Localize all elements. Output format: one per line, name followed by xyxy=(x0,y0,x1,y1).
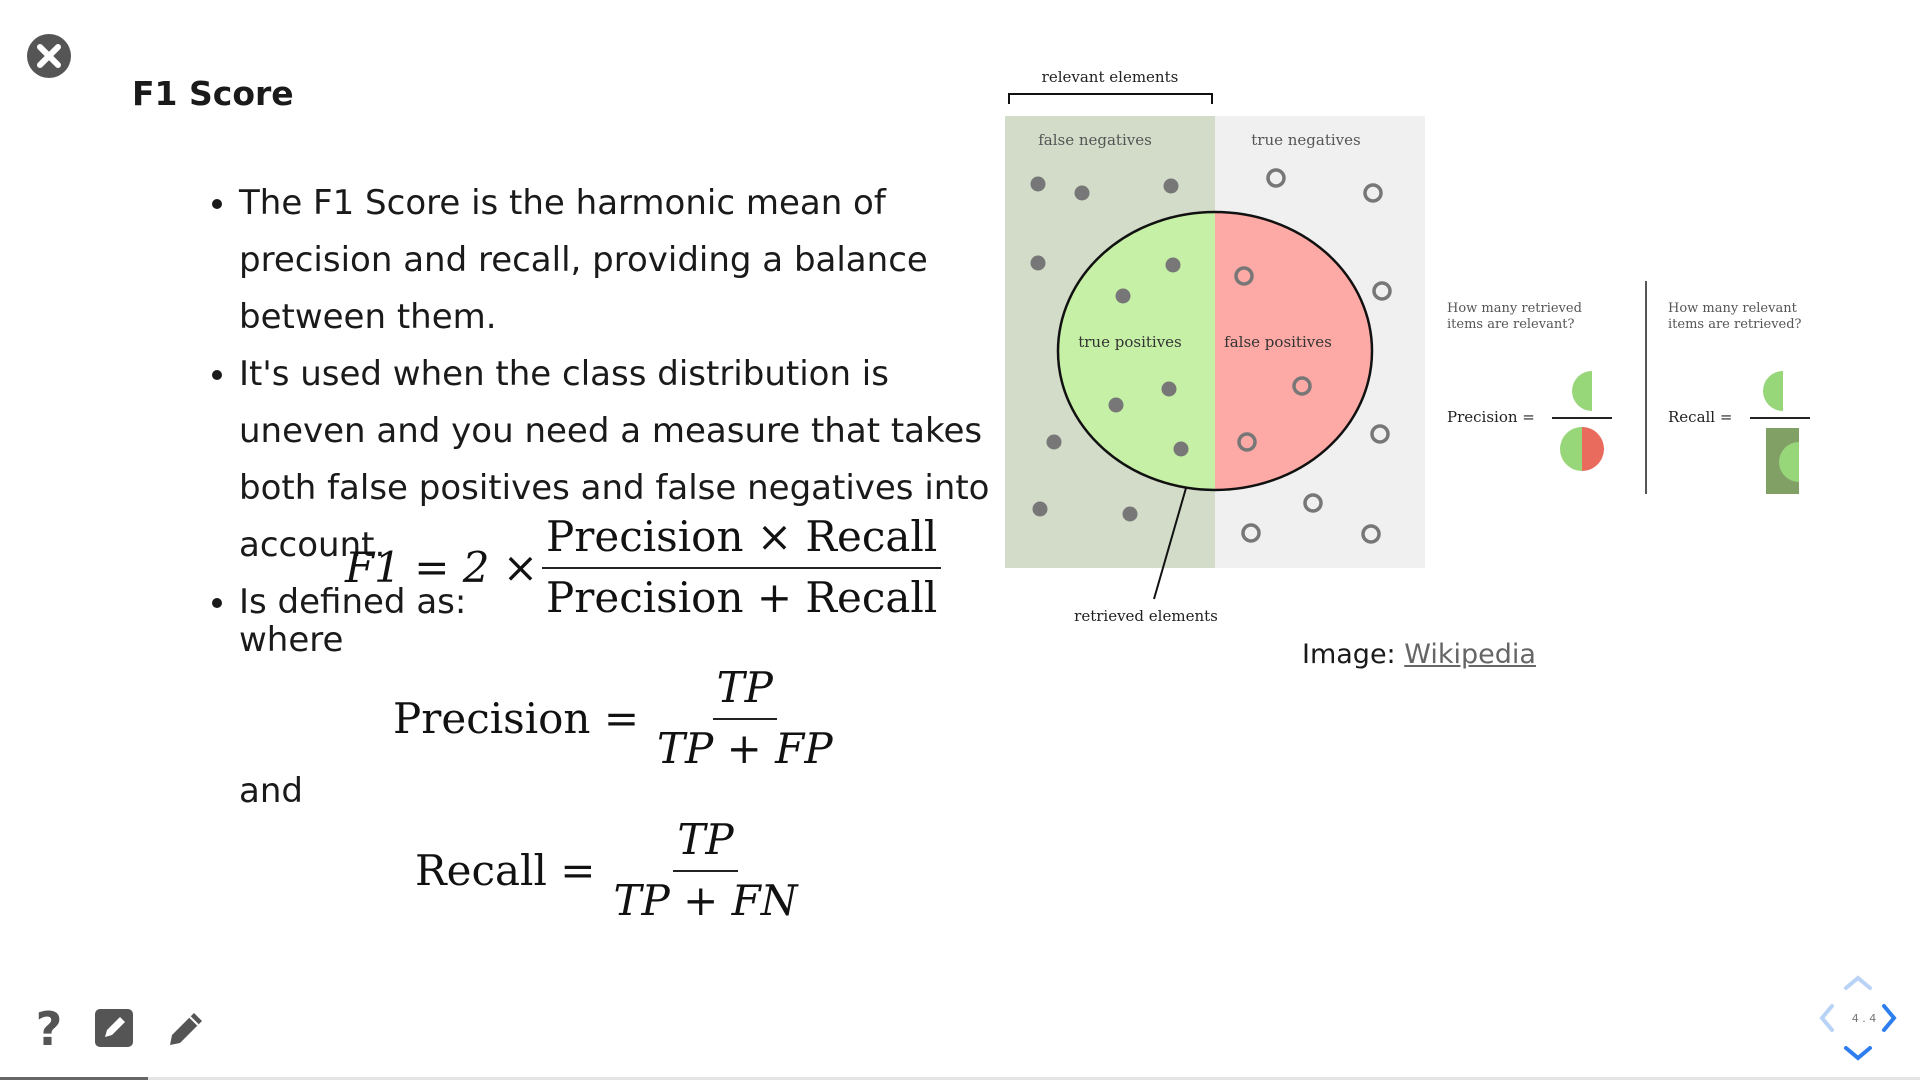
precision-eq-label: Precision = xyxy=(1447,408,1535,426)
and-label: and xyxy=(239,771,303,811)
svg-text:How many relevant items ar xyxy=(1668,301,1802,332)
relevant-dot xyxy=(1031,256,1046,271)
close-icon xyxy=(26,33,72,79)
relevant-dot xyxy=(1075,186,1090,201)
precision-formula-denominator: TP + FP xyxy=(657,724,833,773)
nav-down-arrow xyxy=(1846,1048,1870,1058)
edit-icon xyxy=(93,1005,137,1049)
relevant-dot xyxy=(1109,398,1124,413)
precision-formula-numerator: TP xyxy=(713,663,777,720)
f1-formula-lhs: F1 = 2 × xyxy=(345,542,539,592)
recall-eq-label: Recall = xyxy=(1668,408,1733,426)
recall-question-line1: How many relevant xyxy=(1668,301,1797,316)
recall-question-line2: items are retrieved? xyxy=(1668,317,1802,332)
true-negatives-label: true negatives xyxy=(1251,131,1361,149)
draw-button[interactable] xyxy=(164,1005,208,1049)
recall-formula-numerator: TP xyxy=(673,815,737,872)
relevant-bracket xyxy=(1009,94,1212,104)
relevant-dot xyxy=(1116,289,1131,304)
image-caption xyxy=(1302,639,1536,670)
edit-button[interactable] xyxy=(93,1005,137,1049)
precision-denominator-red xyxy=(1582,427,1604,471)
bullet-defined-as: • Is defined as: xyxy=(239,574,999,631)
slide-navigation xyxy=(1810,970,1906,1066)
relevant-dot xyxy=(1162,382,1177,397)
recall-formula-lhs: Recall = xyxy=(415,845,596,895)
slide-number: 4 . 4 xyxy=(1851,1012,1877,1025)
relevant-dot xyxy=(1033,502,1048,517)
close-button[interactable] xyxy=(26,33,72,79)
precision-numerator-half xyxy=(1572,371,1592,411)
caption-prefix: Image: xyxy=(1302,639,1396,670)
svg-text:How many retrieved items a xyxy=(1447,301,1586,332)
pencil-icon xyxy=(164,1005,208,1049)
wikipedia-link[interactable]: Wikipedia xyxy=(1404,639,1536,670)
bullet-harmonic-mean: • The F1 Score is the harmonic mean of precision and recall, providing a balance between them. xyxy=(239,175,999,346)
f1-formula-numerator: Precision × Recall xyxy=(542,512,941,569)
nav-left-arrow xyxy=(1822,1006,1832,1030)
precision-formula xyxy=(393,663,837,773)
relevant-dot xyxy=(1031,177,1046,192)
slide-title: F1 Score xyxy=(132,74,294,113)
true-positives-label: true positives xyxy=(1078,333,1182,351)
false-negatives-label: false negatives xyxy=(1038,131,1152,149)
recall-formula-denominator: TP + FN xyxy=(613,876,798,925)
f1-formula xyxy=(345,512,941,622)
question-mark-icon xyxy=(27,1005,71,1049)
where-label: where xyxy=(239,620,344,660)
recall-formula xyxy=(415,815,802,925)
bullet-uneven-distribution: • It's used when the class distribution is uneven and you need a measure that takes both false positives and false negatives into account. xyxy=(239,346,999,574)
relevant-dot xyxy=(1164,179,1179,194)
relevant-dot xyxy=(1047,435,1062,450)
recall-numerator-half xyxy=(1763,371,1783,411)
relevant-dot xyxy=(1166,258,1181,273)
nav-right-arrow xyxy=(1884,1006,1894,1030)
precision-question-line1: How many retrieved xyxy=(1447,301,1582,316)
relevant-dot xyxy=(1174,442,1189,457)
relevant-dot xyxy=(1123,507,1138,522)
precision-denominator-green xyxy=(1560,427,1582,471)
precision-question-line2: items are relevant? xyxy=(1447,317,1575,332)
svg-text:?: ? xyxy=(35,1005,63,1049)
nav-up-arrow xyxy=(1846,978,1870,988)
precision-recall-diagram xyxy=(998,64,1818,654)
retrieved-elements-label: retrieved elements xyxy=(1074,607,1218,625)
precision-formula-lhs: Precision = xyxy=(393,693,640,743)
help-button[interactable] xyxy=(27,1005,71,1049)
relevant-elements-label: relevant elements xyxy=(1041,68,1179,86)
f1-formula-denominator: Precision + Recall xyxy=(546,573,938,622)
false-positives-label: false positives xyxy=(1224,333,1332,351)
